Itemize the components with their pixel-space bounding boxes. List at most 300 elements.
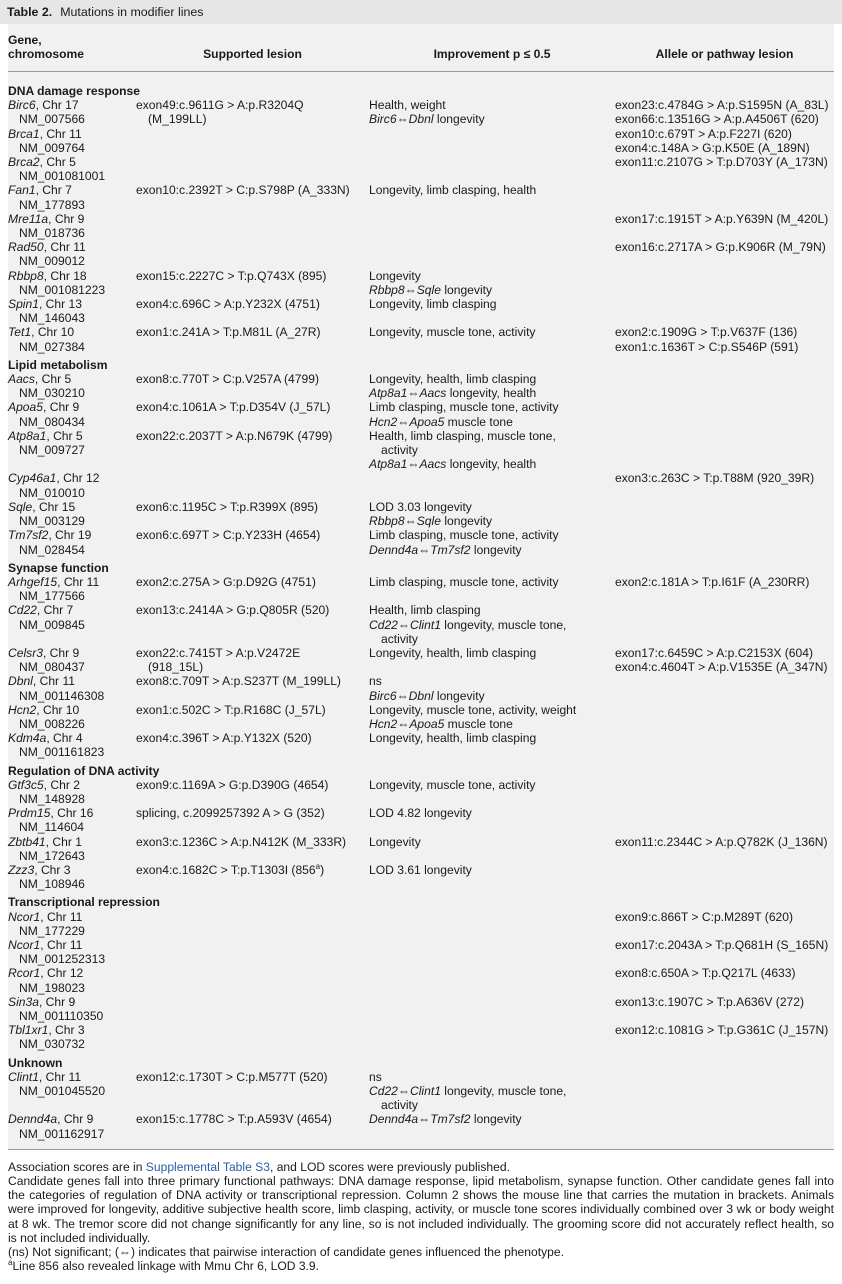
accession: NM_001161823	[19, 745, 105, 760]
lesion-cell	[136, 325, 369, 353]
improvement-line	[369, 778, 615, 792]
table-row	[8, 471, 834, 499]
pair-gene: Atp8a1	[369, 386, 408, 401]
allele-cell	[615, 400, 834, 428]
table-row	[8, 674, 834, 702]
interaction-arrow-icon: ⇔	[397, 1084, 411, 1099]
lesion-text: exon12:c.1730T > C:p.M577T (520)	[136, 1069, 328, 1084]
lesion-line	[136, 646, 369, 660]
lesion-line	[136, 528, 369, 542]
lesion-cell	[136, 731, 369, 759]
pair-gene: Clint1	[410, 1084, 441, 1099]
note-footnote-a: $^a$Line 856 also revealed linkage with Mmu Chr 6, LOD 3.9.	[8, 1258, 319, 1274]
improvement-cell	[369, 325, 615, 353]
lesion-line	[136, 703, 369, 717]
table-row	[8, 778, 834, 806]
improvement-text: muscle tone	[444, 716, 513, 731]
allele-cell	[615, 528, 834, 556]
gene-cell	[8, 575, 136, 603]
improvement-text: Longevity, health, limb clasping	[369, 372, 537, 387]
lesion-cell	[136, 995, 369, 1023]
gene-name: Sin3a	[8, 994, 39, 1009]
improvement-line	[369, 528, 615, 542]
allele-line: exon4:c.4604T > A:p.V1535E (A_347N)	[615, 660, 828, 675]
improvement-line	[369, 1070, 615, 1084]
pair-gene: Birc6	[369, 112, 397, 127]
gene-cell	[8, 127, 136, 155]
lesion-line	[136, 660, 369, 674]
allele-cell	[615, 835, 834, 863]
section-row	[8, 354, 834, 372]
table-row	[8, 603, 834, 646]
improvement-cell	[369, 127, 615, 155]
lesion-line	[136, 400, 369, 414]
interaction-arrow-icon: ⇔	[404, 514, 417, 529]
allele-cell	[615, 863, 834, 891]
allele-cell	[615, 297, 834, 325]
section-heading: Regulation of DNA activity	[8, 763, 160, 778]
gene-name: Zzz3	[8, 862, 35, 877]
improvement-line	[369, 835, 615, 849]
improvement-cell	[369, 778, 615, 806]
allele-line: exon16:c.2717A > G:p.K906R (M_79N)	[615, 240, 826, 255]
gene-cell	[8, 240, 136, 268]
gene-cell	[8, 966, 136, 994]
gene-cell	[8, 910, 136, 938]
lesion-text: exon4:c.696C > A:p.Y232X (4751)	[136, 297, 320, 312]
chromosome: , Chr 11	[39, 126, 82, 141]
gene-cell	[8, 372, 136, 400]
table-row	[8, 1112, 834, 1140]
gene-name: Clint1	[8, 1069, 39, 1084]
improvement-cell	[369, 400, 615, 428]
supplemental-table-link[interactable]: Supplemental Table S3	[145, 1159, 270, 1174]
improvement-cell	[369, 603, 615, 646]
lesion-text: exon22:c.7415T > A:p.V2472E	[136, 645, 301, 660]
pair-gene: Sqle	[416, 282, 441, 297]
gene-name: Aacs	[8, 372, 35, 387]
accession: NM_172643	[19, 848, 85, 863]
improvement-text: Health, limb clasping, muscle tone,	[369, 428, 556, 443]
lesion-text: exon6:c.697T > C:p.Y233H (4654)	[136, 528, 321, 543]
lesion-cell	[136, 297, 369, 325]
chromosome: , Chr 1	[45, 834, 82, 849]
pair-gene: Atp8a1	[369, 457, 408, 472]
improvement-text: Longevity, health, limb clasping	[369, 645, 537, 660]
allele-cell	[615, 98, 834, 126]
footnote-marker: a	[315, 861, 321, 871]
lesion-text: exon9:c.1169A > G:p.D390G (4654)	[136, 777, 329, 792]
chromosome: , Chr 19	[48, 528, 92, 543]
gene-name: Fan1	[8, 183, 36, 198]
allele-line: exon17:c.1915T > A:p.Y639N (M_420L)	[615, 211, 829, 226]
lesion-line	[136, 778, 369, 792]
improvement-cell	[369, 471, 615, 499]
allele-cell	[615, 269, 834, 297]
improvement-text: longevity	[433, 688, 485, 703]
improvement-text: Longevity, muscle tone, activity	[369, 777, 536, 792]
allele-line: exon4:c.148A > G:p.K50E (A_189N)	[615, 140, 810, 155]
chromosome: , Chr 7	[35, 183, 72, 198]
header-gene: Gene, chromosome	[8, 24, 136, 72]
table-row	[8, 646, 834, 674]
accession: NM_001081001	[19, 169, 106, 184]
table-row	[8, 325, 834, 353]
table-row	[8, 835, 834, 863]
pair-gene: Dbnl	[408, 112, 434, 127]
allele-line: exon2:c.181A > T:p.I61F (A_230RR)	[615, 574, 810, 589]
note-abbreviations: (ns) Not significant; (⇔) indicates that pairwise interaction of candidate genes influenced the phenotype.	[8, 1245, 564, 1260]
improvement-cell	[369, 575, 615, 603]
table-label: Table 2.	[7, 4, 53, 19]
gene-name: Ncor1	[8, 937, 41, 952]
improvement-line	[369, 1084, 615, 1098]
improvement-line	[369, 297, 615, 311]
chromosome: , Chr 12	[40, 966, 84, 981]
lesion-line	[136, 1112, 369, 1126]
interaction-arrow-icon: ⇔	[397, 414, 410, 429]
allele-cell	[615, 183, 834, 211]
improvement-text: activity	[381, 1098, 418, 1113]
allele-cell	[615, 1023, 834, 1051]
chromosome: , Chr 11	[57, 574, 100, 589]
improvement-line	[369, 372, 615, 386]
mutations-table	[8, 24, 834, 1150]
improvement-line	[369, 674, 615, 688]
accession: NM_028454	[19, 542, 85, 557]
gene-cell	[8, 429, 136, 472]
accession: NM_080434	[19, 414, 85, 429]
pair-gene: Rbbp8	[369, 282, 405, 297]
gene-name: Gtf3c5	[8, 777, 44, 792]
section-row	[8, 891, 834, 909]
allele-line: exon17:c.6459C > A:p.C2153X (604)	[615, 645, 814, 660]
accession: NM_003129	[19, 514, 85, 529]
table-title: Mutations in modifier lines	[60, 4, 204, 19]
chromosome: , Chr 4	[46, 731, 83, 746]
improvement-line	[369, 269, 615, 283]
improvement-text: longevity	[470, 1112, 522, 1127]
allele-cell	[615, 429, 834, 472]
improvement-text: longevity, health	[446, 386, 537, 401]
pair-gene: Clint1	[410, 617, 441, 632]
lesion-text: exon4:c.396T > A:p.Y132X (520)	[136, 731, 312, 746]
pair-gene: Aacs	[419, 386, 447, 401]
lesion-cell	[136, 98, 369, 126]
allele-line: exon17:c.2043A > T:p.Q681H (S_165N)	[615, 937, 829, 952]
gene-name: Spin1	[8, 297, 39, 312]
table-row	[8, 155, 834, 183]
improvement-cell	[369, 863, 615, 891]
allele-cell	[615, 778, 834, 806]
pair-gene: Apoa5	[409, 716, 445, 731]
improvement-line	[369, 618, 615, 632]
gene-name: Brca2	[8, 155, 40, 170]
lesion-cell	[136, 372, 369, 400]
lesion-line	[136, 731, 369, 745]
header-lesion: Supported lesion	[136, 24, 369, 72]
section-heading: Synapse function	[8, 560, 109, 575]
chromosome: , Chr 3	[48, 1023, 85, 1038]
interaction-arrow-icon: ⇔	[396, 112, 409, 127]
improvement-text: LOD 4.82 longevity	[369, 806, 472, 821]
gene-cell	[8, 995, 136, 1023]
accession: NM_027384	[19, 339, 85, 354]
improvement-line	[369, 646, 615, 660]
accession: NM_009727	[19, 443, 85, 458]
table-body	[8, 72, 834, 1150]
lesion-line	[136, 806, 369, 820]
lesion-cell	[136, 127, 369, 155]
chromosome: , Chr 2	[43, 777, 80, 792]
accession: NM_009764	[19, 140, 85, 155]
improvement-line	[369, 325, 615, 339]
lesion-cell	[136, 835, 369, 863]
improvement-cell	[369, 429, 615, 472]
allele-line: exon10:c.679T > A:p.F227I (620)	[615, 126, 792, 141]
section-heading: Lipid metabolism	[8, 357, 108, 372]
chromosome: , Chr 15	[32, 499, 76, 514]
lesion-cell	[136, 966, 369, 994]
table-row	[8, 429, 834, 472]
gene-cell	[8, 1112, 136, 1140]
improvement-text: Limb clasping, muscle tone, activity	[369, 528, 559, 543]
chromosome: , Chr 11	[32, 674, 75, 689]
allele-line: exon1:c.1636T > C:p.S546P (591)	[615, 339, 799, 354]
pair-gene: Dennd4a	[369, 1112, 419, 1127]
allele-cell	[615, 806, 834, 834]
accession: NM_114604	[19, 820, 84, 835]
lesion-cell	[136, 269, 369, 297]
improvement-line	[369, 543, 615, 557]
improvement-cell	[369, 98, 615, 126]
accession: NM_177893	[19, 197, 85, 212]
improvement-text: ns	[369, 674, 382, 689]
table-end-row	[8, 1141, 834, 1150]
improvement-cell	[369, 966, 615, 994]
improvement-line	[369, 283, 615, 297]
accession: NM_108946	[19, 877, 85, 892]
allele-cell	[615, 703, 834, 731]
chromosome: , Chr 18	[43, 268, 87, 283]
gene-name: Prdm15	[8, 806, 51, 821]
chromosome: , Chr 7	[36, 603, 74, 618]
table-row	[8, 938, 834, 966]
improvement-line	[369, 731, 615, 745]
table-row	[8, 500, 834, 528]
lesion-cell	[136, 938, 369, 966]
pair-gene: Hcn2	[369, 716, 398, 731]
table-row	[8, 575, 834, 603]
table-title-bar	[0, 0, 842, 24]
table-row	[8, 806, 834, 834]
improvement-line	[369, 1098, 615, 1112]
interaction-arrow-icon: ⇔	[404, 282, 417, 297]
gene-cell	[8, 778, 136, 806]
gene-cell	[8, 646, 136, 674]
table-row	[8, 400, 834, 428]
lesion-cell	[136, 703, 369, 731]
lesion-line	[136, 863, 369, 877]
lesion-text: (918_15L)	[148, 660, 204, 675]
gene-name: Celsr3	[8, 645, 43, 660]
pair-gene: Tm7sf2	[430, 542, 471, 557]
interaction-arrow-icon: ⇔	[407, 457, 420, 472]
lesion-line	[136, 500, 369, 514]
improvement-cell	[369, 938, 615, 966]
improvement-cell	[369, 212, 615, 240]
pair-gene: Tm7sf2	[430, 1112, 471, 1127]
table-row	[8, 1070, 834, 1113]
pair-gene: Sqle	[416, 514, 441, 529]
improvement-text: longevity	[470, 542, 522, 557]
lesion-cell	[136, 1112, 369, 1140]
improvement-text: muscle tone	[444, 414, 513, 429]
lesion-cell	[136, 471, 369, 499]
allele-cell	[615, 155, 834, 183]
section-heading: Unknown	[8, 1055, 63, 1070]
gene-cell	[8, 155, 136, 183]
table-notes	[0, 1150, 842, 1274]
table-row	[8, 995, 834, 1023]
interaction-arrow-icon: ⇔	[418, 1112, 431, 1127]
improvement-cell	[369, 372, 615, 400]
lesion-cell	[136, 674, 369, 702]
lesion-text: exon13:c.2414A > G:p.Q805R (520)	[136, 603, 330, 618]
accession: NM_001081223	[19, 282, 106, 297]
chromosome: , Chr 5	[46, 428, 83, 443]
gene-cell	[8, 400, 136, 428]
lesion-line	[136, 372, 369, 386]
improvement-text: Health, weight	[369, 98, 446, 113]
improvement-cell	[369, 155, 615, 183]
chromosome: , Chr 12	[56, 471, 100, 486]
accession: NM_001045520	[19, 1084, 106, 1099]
improvement-text: ns	[369, 1069, 382, 1084]
gene-name: Ncor1	[8, 909, 41, 924]
improvement-line	[369, 400, 615, 414]
accession: NM_001146308	[19, 688, 105, 703]
improvement-text: Longevity	[369, 834, 421, 849]
table-row	[8, 528, 834, 556]
improvement-cell	[369, 646, 615, 674]
lesion-cell	[136, 155, 369, 183]
lesion-line	[136, 325, 369, 339]
table-row	[8, 1023, 834, 1051]
lesion-text: exon22:c.2037T > A:p.N679K (4799)	[136, 428, 333, 443]
lesion-text: exon15:c.1778C > T:p.A593V (4654)	[136, 1112, 332, 1127]
allele-cell	[615, 1112, 834, 1140]
accession: NM_009845	[19, 617, 85, 632]
lesion-cell	[136, 183, 369, 211]
accession: NM_198023	[19, 980, 85, 995]
lesion-line	[136, 183, 369, 197]
table-row	[8, 127, 834, 155]
gene-name: Cyp46a1	[8, 471, 57, 486]
accession: NM_030210	[19, 386, 85, 401]
allele-line: exon8:c.650A > T:p.Q217L (4633)	[615, 966, 796, 981]
chromosome: , Chr 10	[36, 702, 80, 717]
chromosome: , Chr 11	[40, 909, 83, 924]
gene-cell	[8, 500, 136, 528]
table-row	[8, 183, 834, 211]
improvement-text: Longevity, muscle tone, activity	[369, 325, 536, 340]
chromosome: , Chr 11	[38, 1069, 82, 1084]
gene-cell	[8, 863, 136, 891]
improvement-line	[369, 112, 615, 126]
allele-cell	[615, 938, 834, 966]
section-heading: DNA damage response	[8, 84, 140, 98]
allele-cell	[615, 212, 834, 240]
lesion-cell	[136, 1023, 369, 1051]
lesion-text: exon1:c.241A > T:p.M81L (A_27R)	[136, 325, 321, 340]
allele-cell	[615, 500, 834, 528]
interaction-arrow-icon: ⇔	[407, 386, 420, 401]
improvement-line	[369, 183, 615, 197]
table-container	[8, 24, 834, 1150]
improvement-cell	[369, 528, 615, 556]
lesion-line	[136, 603, 369, 617]
gene-cell	[8, 835, 136, 863]
gene-cell	[8, 731, 136, 759]
chromosome: , Chr 9	[48, 211, 85, 226]
gene-name: Zbtb41	[8, 834, 46, 849]
gene-cell	[8, 528, 136, 556]
allele-line: exon11:c.2344C > A:p.Q782K (J_136N)	[615, 834, 828, 849]
table-row	[8, 297, 834, 325]
gene-cell	[8, 703, 136, 731]
gene-name: Rad50	[8, 240, 44, 255]
note-association: Association scores are in Supplemental Table S3, and LOD scores were previously published.	[8, 1159, 510, 1174]
improvement-cell	[369, 1112, 615, 1140]
lesion-cell	[136, 910, 369, 938]
improvement-line	[369, 415, 615, 429]
accession: NM_001162917	[19, 1126, 105, 1141]
chromosome: , Chr 13	[38, 297, 82, 312]
gene-cell	[8, 183, 136, 211]
section-row	[8, 1052, 834, 1070]
improvement-text: longevity, health	[446, 457, 537, 472]
gene-name: Brca1	[8, 126, 40, 141]
chromosome: , Chr 3	[34, 862, 71, 877]
pair-gene: Cd22	[369, 1084, 398, 1099]
improvement-text: longevity	[433, 112, 485, 127]
section-heading: Transcriptional repression	[8, 895, 160, 910]
gene-name: Dennd4a	[8, 1112, 58, 1127]
pair-gene: Apoa5	[409, 414, 445, 429]
improvement-cell	[369, 1023, 615, 1051]
improvement-line	[369, 703, 615, 717]
improvement-line	[369, 575, 615, 589]
table-row	[8, 269, 834, 297]
lesion-cell	[136, 212, 369, 240]
lesion-text: exon15:c.2227C > T:p.Q743X (895)	[136, 268, 327, 283]
improvement-text: Limb clasping, muscle tone, activity	[369, 574, 559, 589]
improvement-text: longevity, muscle tone,	[440, 1084, 567, 1099]
allele-line: exon23:c.4784G > A:p.S1595N (A_83L)	[615, 98, 829, 113]
allele-line: exon9:c.866T > C:p.M289T (620)	[615, 909, 794, 924]
allele-cell	[615, 731, 834, 759]
accession: NM_008226	[19, 716, 85, 731]
accession: NM_030732	[19, 1037, 85, 1052]
lesion-line	[136, 674, 369, 688]
table-row	[8, 863, 834, 891]
gene-name: Birc6	[8, 98, 36, 113]
gene-cell	[8, 938, 136, 966]
pair-gene: Rbbp8	[369, 514, 405, 529]
chromosome: , Chr 9	[42, 645, 80, 660]
allele-cell	[615, 325, 834, 353]
